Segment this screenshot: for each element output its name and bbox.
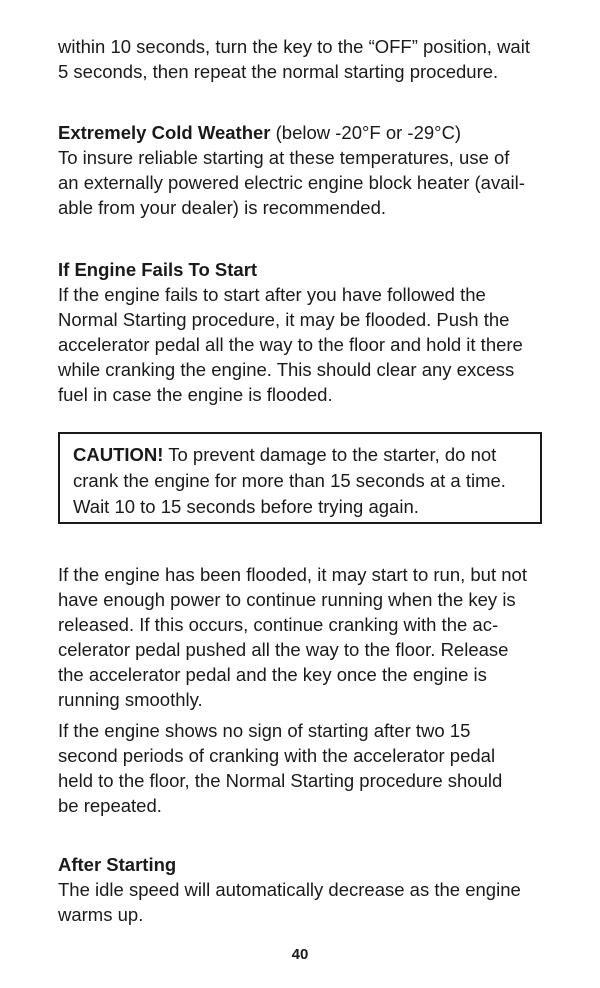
cold-weather-heading-line [58,120,558,145]
no-start-paragraph [58,718,558,818]
fails-to-start-line-5: fuel in case the engine is flooded. [58,384,333,405]
cold-weather-section [58,120,558,220]
fails-to-start-section [58,257,558,407]
flooded-line-5: the accelerator pedal and the key once the engine is [58,664,487,685]
caution-box [58,432,542,524]
flooded-line-1: If the engine has been flooded, it may start to run, but not [58,564,527,585]
no-start-line-4: be repeated. [58,795,162,816]
fails-to-start-line-1: If the engine fails to start after you have followed the [58,284,486,305]
after-starting-line-1: The idle speed will automatically decrease as the engine [58,879,521,900]
flooded-line-6: running smoothly. [58,689,203,710]
after-starting-line-2: warms up. [58,904,144,925]
caution-line-3: Wait 10 to 15 seconds before trying again. [73,496,419,517]
no-start-line-2: second periods of cranking with the accelerator pedal [58,745,496,766]
caution-label: CAUTION! [73,444,164,465]
fails-to-start-line-2: Normal Starting procedure, it may be flooded. Push the [58,309,510,330]
flooded-line-3: released. If this occurs, continue cranking with the ac- [58,614,499,635]
intro-paragraph [58,34,558,84]
cold-weather-heading-suffix: (below -20°F or -29°C) [270,122,462,143]
page-number: 40 [291,946,309,963]
fails-to-start-line-3: accelerator pedal all the way to the floor and hold it there [58,334,523,355]
fails-to-start-heading: If Engine Fails To Start [58,259,258,280]
after-starting-heading: After Starting [58,854,177,875]
flooded-line-2: have enough power to continue running when the key is [58,589,516,610]
no-start-line-1: If the engine shows no sign of starting after two 15 [58,720,471,741]
flooded-line-4: celerator pedal pushed all the way to the floor. Release [58,639,509,660]
fails-to-start-line-4: while cranking the engine. This should clear any excess [58,359,515,380]
cold-weather-line-2: an externally powered electric engine block heater (avail- [58,172,525,193]
caution-line-2: crank the engine for more than 15 seconds at a time. [73,470,506,491]
caution-line-1-rest: To prevent damage to the starter, do not [163,444,497,465]
no-start-line-3: held to the floor, the Normal Starting procedure should [58,770,503,791]
caution-line-1 [73,442,506,468]
intro-line-2: 5 seconds, then repeat the normal starting procedure. [58,61,499,82]
caution-text [73,442,506,520]
cold-weather-line-3: able from your dealer) is recommended. [58,197,387,218]
after-starting-section [58,852,558,927]
intro-line-1: within 10 seconds, turn the key to the “OFF” position, wait [58,36,530,57]
cold-weather-heading: Extremely Cold Weather [58,122,271,143]
flooded-paragraph [58,562,558,712]
cold-weather-line-1: To insure reliable starting at these temperatures, use of [58,147,510,168]
